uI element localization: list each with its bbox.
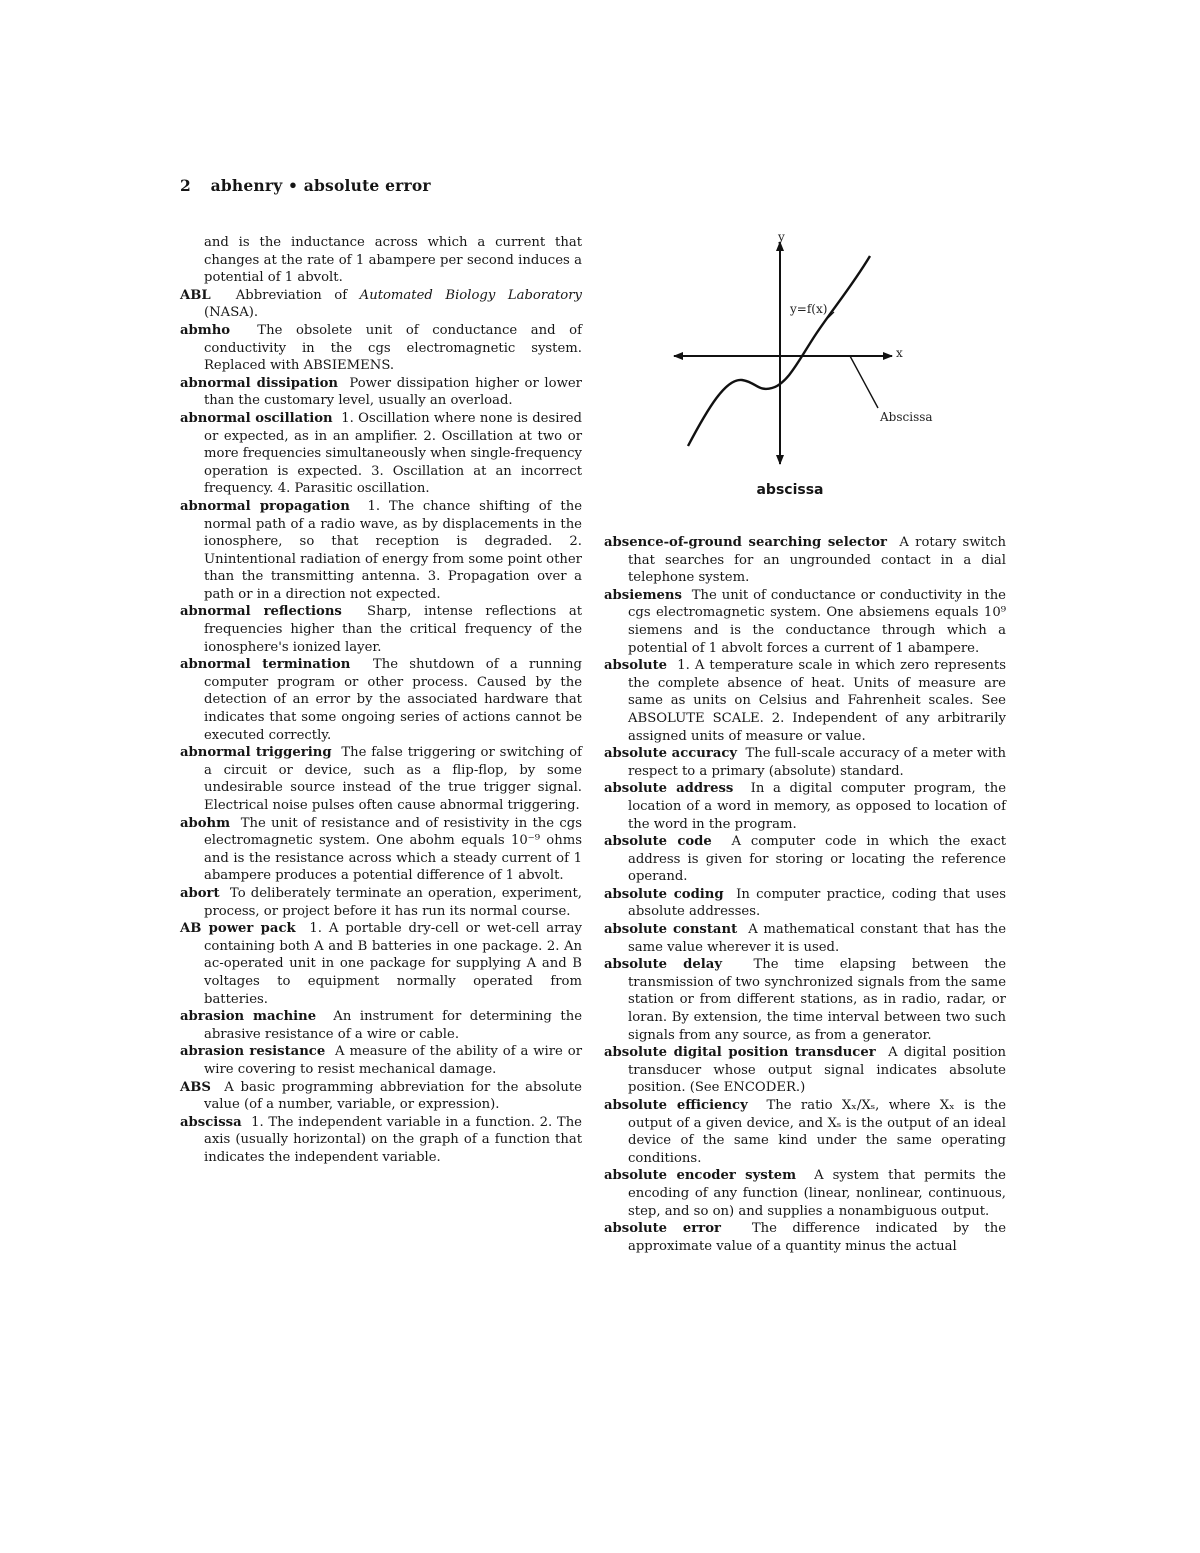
headword: abrasion machine <box>180 1009 317 1025</box>
headword: abort <box>180 885 220 901</box>
headword: absolute error <box>604 1221 721 1237</box>
headword: absolute efficiency <box>604 1098 748 1113</box>
entry-abnormal-dissipation: abnormal dissipation Power dissipation higher or lower than the customary level, usually an overload. <box>180 375 582 409</box>
entry-abnormal-reflections: abnormal reflections Sharp, intense reflections at frequencies higher than the critical frequency of the ionosphere's ionized layer. <box>180 604 582 655</box>
y-axis-label: y <box>778 230 785 244</box>
entry-abohm: abohm The unit of resistance and of resistivity in the cgs electromagnetic system. One abohm equals 10⁻⁹ ohms and is the resistance across which a steady current of 1 abampere produces a potential difference of 1 abvolt. <box>180 815 583 884</box>
entry-absolute-digital-position-transducer: absolute digital position transducer A digital position transducer whose output signal indicates absolute position. (See ENCODER.) <box>604 1045 1006 1096</box>
x-axis-label: x <box>896 346 903 360</box>
headword: absolute delay <box>604 957 723 973</box>
headword: absolute encoder system <box>604 1168 797 1184</box>
headword: abnormal reflections <box>180 604 342 620</box>
entry-absolute-code: absolute code A computer code in which the exact address is given for storing or locating the reference operand. <box>604 834 1006 885</box>
headword: absiemens <box>604 587 682 603</box>
entry-absolute-constant: absolute constant A mathematical constant that has the same value wherever it is used. <box>604 922 1007 955</box>
headword: absolute <box>604 658 668 674</box>
headword: abmho <box>180 322 231 338</box>
guide-words: abhenry • absolute error <box>210 176 431 195</box>
entry-abmho: abmho The obsolete unit of conductance and of conductivity in the cgs electromagnetic system. Replaced with ABSIEMENS. <box>180 322 582 374</box>
left-column <box>180 234 582 1166</box>
entry-absolute-address: absolute address In a digital computer program, the location of a word in memory, as opposed to location of the word in the program. <box>604 781 1007 832</box>
headword: abnormal propagation <box>180 498 350 514</box>
figure-caption: abscissa <box>756 482 824 498</box>
entry-absolute-encoder-system: absolute encoder system A system that permits the encoding of any function (linear, nonlinear, continuous, step, and so on) and supplies a nonambiguous output. <box>604 1168 1006 1219</box>
headword: abohm <box>180 815 231 831</box>
headword: absolute accuracy <box>604 746 738 762</box>
entry-abnormal-termination: abnormal termination The shutdown of a running computer program or other process. Caused by the detection of an error by the associated hardware that indicates that some ongoing series of actions cannot be executed correctly. <box>180 657 582 743</box>
curve-label: y=f(x) <box>790 302 828 316</box>
abscissa-pointer <box>850 356 878 408</box>
headword: abnormal termination <box>180 657 351 673</box>
entry-abrasion-machine: abrasion machine An instrument for determining the abrasive resistance of a wire or cable. <box>180 1009 582 1042</box>
headword: abscissa <box>180 1114 242 1130</box>
running-head <box>180 176 431 195</box>
entry-absolute-error: absolute error The difference indicated by the approximate value of a quantity minus the actual <box>604 1221 1007 1254</box>
entry-continuation: and is the inductance across which a current that changes at the rate of 1 abampere per second induces a potential of 1 abvolt. <box>204 235 582 286</box>
entry-absolute-delay: absolute delay The time elapsing between the transmission of two synchronized signals from the same station or from different stations, as in radio, radar, or loran. By extension, the time interval between two such signals from any source, as from a generator. <box>604 957 1007 1043</box>
headword: absolute constant <box>604 922 738 938</box>
headword: abnormal oscillation <box>180 410 333 426</box>
headword: abrasion resistance <box>180 1044 326 1060</box>
abscissa-figure <box>660 228 960 503</box>
headword: ABS <box>180 1079 211 1095</box>
entry-abnormal-oscillation: abnormal oscillation 1. Oscillation where none is desired or expected, as in an amplifier. 2. Oscillation at two or more frequencies simultaneously when single-frequency operation is expected. 3. Oscillation at an incorrect frequency. 4. Parasitic oscillation. <box>180 410 582 497</box>
entry-abrasion-resistance: abrasion resistance A measure of the ability of a wire or wire covering to resist mechanical damage. <box>180 1044 583 1077</box>
headword: ABL <box>180 287 211 303</box>
abscissa-pointer-label: Abscissa <box>880 410 933 424</box>
entry-abl: ABL Abbreviation of Automated Biology Laboratory (NASA). <box>180 287 582 321</box>
headword: absolute address <box>604 781 734 797</box>
entry-absolute-coding: absolute coding In computer practice, coding that uses absolute addresses. <box>604 886 1006 920</box>
entry-absolute: absolute 1. A temperature scale in which zero represents the complete absence of heat. Units of measure are same as units on Celsius and Fahrenheit scales. See ABSOLUTE SCALE. 2. Independent of any arbitrarily assigned units of measure or value. <box>604 658 1006 744</box>
entry-abs: ABS A basic programming abbreviation for the absolute value (of a number, variable, or expression). <box>180 1079 582 1113</box>
entry-abort: abort To deliberately terminate an operation, experiment, process, or project before it has run its normal course. <box>180 885 582 919</box>
entry-absiemens: absiemens The unit of conductance or conductivity in the cgs electromagnetic system. One absiemens equals 10⁹ siemens and is the conductance through which a potential of 1 abvolt forces a current of 1 abampere. <box>604 587 1006 656</box>
headword: absence-of-ground searching selector <box>604 535 887 550</box>
right-column <box>604 534 1006 1255</box>
headword: absolute coding <box>604 886 724 902</box>
entry-absolute-efficiency: absolute efficiency The ratio Xₓ/Xₛ, where Xₓ is the output of a given device, and Xₛ is the output of an ideal device of the same kind under the same operating conditions. <box>604 1098 1007 1166</box>
page-number: 2 <box>180 176 191 195</box>
headword: absolute digital position transducer <box>604 1045 876 1061</box>
headword: abnormal dissipation <box>180 375 339 391</box>
entry-ab-power-pack: AB power pack 1. A portable dry-cell or wet-cell array containing both A and B batteries in one package. 2. An ac-operated unit in one package for supplying A and B voltages to equipment normally operated from batteries. <box>180 921 582 1007</box>
entry-abnormal-triggering: abnormal triggering The false triggering or switching of a circuit or device, such as a flip-flop, by some undesirable source instead of the true trigger signal. Electrical noise pulses often cause abnormal triggering. <box>180 745 582 813</box>
headword: absolute code <box>604 834 712 850</box>
headword: abnormal triggering <box>180 745 332 761</box>
entry-absence-of-ground: absence-of-ground searching selector A rotary switch that searches for an ungrounded contact in a dial telephone system. <box>604 535 1006 586</box>
function-graph <box>660 228 960 478</box>
headword: AB power pack <box>180 921 296 937</box>
entry-abnormal-propagation: abnormal propagation 1. The chance shifting of the normal path of a radio wave, as by displacements in the ionosphere, so that reception is degraded. 2. Unintentional radiation of energy from some point other than the transmitting antenna. 3. Propagation over a path or in a direction not expected. <box>180 498 582 602</box>
entry-absolute-accuracy: absolute accuracy The full-scale accuracy of a meter with respect to a primary (absolute) standard. <box>604 746 1006 779</box>
entry-abscissa: abscissa 1. The independent variable in a function. 2. The axis (usually horizontal) on the graph of a function that indicates the independent variable. <box>180 1114 582 1165</box>
